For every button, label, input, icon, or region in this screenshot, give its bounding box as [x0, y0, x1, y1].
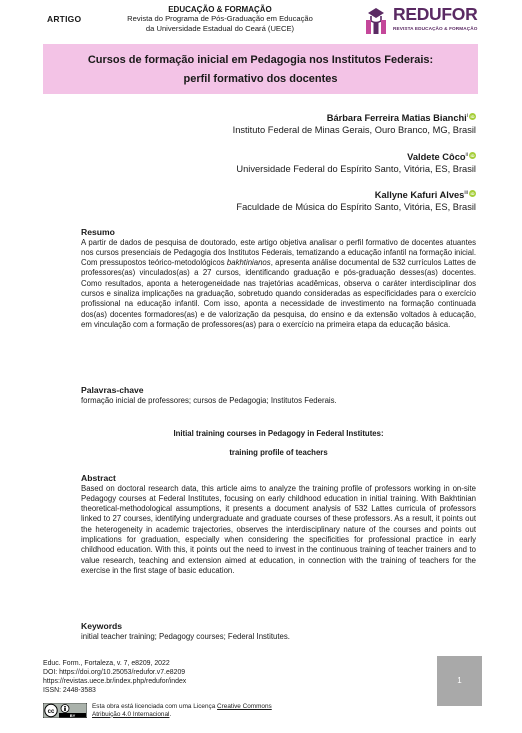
- page-number: 1: [457, 676, 462, 685]
- article-title-line-2: perfil formativo dos docentes: [183, 73, 338, 85]
- cc-badge-label: BY: [69, 712, 76, 718]
- author-3: [233, 187, 476, 213]
- palavras-chave-section: [81, 385, 476, 406]
- orcid-icon[interactable]: iD: [470, 114, 475, 120]
- author-name: Valdete Côco: [407, 151, 466, 162]
- license-link-cc[interactable]: Creative Commons: [217, 703, 272, 710]
- palavras-chave-text: formação inicial de professores; cursos de Pedagogia; Institutos Federais.: [81, 395, 337, 405]
- keywords-heading: Keywords: [81, 621, 123, 631]
- palavras-chave-heading: Palavras-chave: [81, 385, 144, 395]
- english-title-line-2: training profile of teachers: [229, 448, 328, 457]
- author-superscript: ii: [465, 151, 468, 158]
- resumo-section: [81, 227, 476, 330]
- english-title: [81, 424, 476, 462]
- article-title-band: [43, 44, 478, 94]
- orcid-icon[interactable]: iD: [470, 152, 475, 158]
- keywords-section: [81, 621, 476, 642]
- creative-commons-icon[interactable]: [43, 703, 87, 718]
- author-affiliation: Universidade Federal do Espírito Santo, Vitória, ES, Brasil: [236, 163, 476, 174]
- author-name: Kallyne Kafuri Alves: [374, 190, 465, 201]
- keywords-text: initial teacher training; Pedagogy courses; Federal Institutes.: [81, 631, 290, 641]
- author-2: [233, 149, 476, 175]
- abstract-section: [81, 473, 476, 576]
- journal-info: [110, 5, 330, 33]
- author-superscript: i: [466, 113, 468, 119]
- abstract-heading: Abstract: [81, 473, 116, 483]
- doi-link[interactable]: DOI: https://doi.org/10.25053/redufor.v7.e8209: [43, 669, 186, 676]
- issn: ISSN: 2448-3583: [43, 687, 96, 694]
- orcid-icon[interactable]: iD: [470, 191, 475, 197]
- resumo-heading: Resumo: [81, 227, 115, 237]
- license-link-attribution[interactable]: Atribuição 4.0 Internacional: [92, 710, 170, 718]
- logo-subtitle: REVISTA EDUCAÇÃO & FORMAÇÃO: [393, 26, 478, 31]
- journal-title: EDUCAÇÃO & FORMAÇÃO: [168, 5, 272, 14]
- citation: Educ. Form., Fortaleza, v. 7, e8209, 2022: [43, 660, 170, 667]
- license-text: Esta obra está licenciada com uma Licença Creative Commons Atribuição 4.0 Internacional.: [92, 703, 272, 718]
- section-label: ARTIGO: [47, 14, 82, 24]
- svg-text:cc: cc: [47, 709, 55, 715]
- abstract-text: Based on doctoral research data, this article aims to analyze the training profile of professors working in on-site Pedagogy courses at Federal Institutes, focusing on early childhood education in initial training. With Bakhtinian theoretical-methodological assumptions, it presents a document analysis of 532 Lattes curricula of professors linked to 27 courses, identifying undergraduate and graduate courses of these professors. As a result, it points out the heterogeneity in academic trajectories, observes the interdisciplinary nature of the courses and points out implications for graduation, especially when considering the specificities for professional practice in early childhood education. With this, it points out the need to invest in the continuous training of teacher trainers and to value research, teaching and extension aimed at education, in connection with the training of teachers for the exercise in the first stage of basic education.: [81, 483, 476, 575]
- journal-line-2: da Universidade Estadual do Ceará (UECE): [145, 23, 295, 33]
- page-footer: [43, 659, 186, 695]
- english-title-line-1: Initial training courses in Pedagogy in Federal Institutes:: [173, 429, 384, 438]
- author-1: [233, 110, 476, 136]
- journal-url-link[interactable]: https://revistas.uece.br/index.php/redufor/index: [43, 678, 187, 685]
- author-superscript: iii: [464, 190, 468, 197]
- logo-wordmark: REDUFOR: [393, 4, 478, 24]
- authors-block: [233, 110, 476, 226]
- journal-line-1: Revista do Programa de Pós-Graduação em Educação: [127, 14, 313, 24]
- author-affiliation: Faculdade de Música do Espírito Santo, Vitória, ES, Brasil: [236, 202, 476, 213]
- resumo-text: A partir de dados de pesquisa de doutorado, este artigo objetiva analisar o perfil formativo de docentes atuantes nos cursos presenciais de Pedagogia dos Institutos Federais, tematizando a educação infantil na formação inicial. Com pressupostos teórico-metodológicos bakhtinianos, apresenta análise documental de 532 currículos Lattes de professores(as) vinculados(as) a 27 cursos, identificando graduação e pós-graduação desses(as) docentes. Como resultados, aponta a heterogeneidade nas trajetórias acadêmicas, observa o caráter interdisciplinar dos cursos e sinaliza implicações na graduação, sobretudo quando consideradas as especificidades para o exercício profissional na educação infantil. Com isso, aponta a necessidade de investimento na formação continuada dos(as) docentes formadores(as) e de valorização da pesquisa, do ensino e da extensão voltados à educação, em vinculação com a formação de professores(as) para o exercício na primeira etapa da educação básica.: [81, 237, 476, 329]
- page-number-box: [437, 656, 482, 706]
- article-title-line-1: Cursos de formação inicial em Pedagogia nos Institutos Federais:: [87, 54, 434, 66]
- author-name: Bárbara Ferreira Matias Bianchi: [326, 113, 467, 124]
- page-header: [0, 0, 522, 40]
- author-affiliation: Instituto Federal de Minas Gerais, Ouro Branco, MG, Brasil: [232, 125, 476, 136]
